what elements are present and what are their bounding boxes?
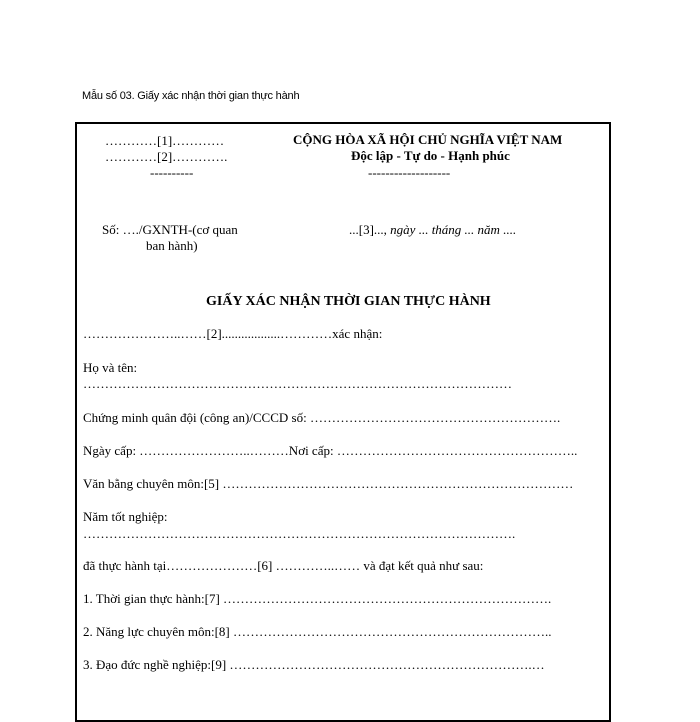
professional-competence-field: 2. Năng lực chuyên môn:[8] ……………………………………………………………….. (83, 624, 552, 639)
national-motto: Độc lập - Tự do - Hạnh phúc (351, 148, 510, 163)
agency-separator: ---------- (150, 165, 194, 180)
practice-place-field: đã thực hành tại…………………[6] …………..…… và đạt kết quả như sau: (83, 558, 484, 573)
date-place: ...[3]..., (349, 222, 387, 237)
document-number-line-1: Số: …./GXNTH-(cơ quan (102, 222, 238, 237)
graduation-year-field: ………………………………………………………………………………………. (83, 526, 516, 541)
confirm-line: …………………..……[2]..................…………xác nhận: (83, 326, 383, 341)
motto-separator: ------------------- (368, 165, 451, 180)
document-number-line-2: ban hành) (146, 238, 198, 253)
national-title: CỘNG HÒA XÃ HỘI CHỦ NGHĨA VIỆT NAM (293, 132, 563, 147)
date-text: ngày ... tháng ... năm .... (390, 222, 517, 237)
id-number-field: Chứng minh quân đội (công an)/CCCD số: …………………………………………………. (83, 410, 561, 425)
agency-line-1: …………[1]………… (105, 133, 225, 148)
form-frame (75, 122, 611, 722)
professional-ethics-field: 3. Đạo đức nghề nghiệp:[9] …………………………………………………………….… (83, 657, 545, 672)
practice-duration-field: 1. Thời gian thực hành:[7] …………………………………………………………………. (83, 591, 552, 606)
graduation-year-label: Năm tốt nghiệp: (83, 509, 168, 524)
diploma-field: Văn bằng chuyên môn:[5] ……………………………………………………………………… (83, 476, 574, 491)
document-date (349, 222, 516, 238)
form-caption: Mẫu số 03. Giấy xác nhận thời gian thực hành (82, 90, 300, 102)
issue-date-place-field: Ngày cấp: ……………………..………Nơi cấp: ……………………………………………….. (83, 443, 578, 458)
full-name-field: ……………………………………………………………………………………… (83, 376, 512, 391)
document-title: GIẤY XÁC NHẬN THỜI GIAN THỰC HÀNH (206, 294, 491, 309)
agency-line-2: …………[2]…………. (105, 149, 228, 164)
full-name-label: Họ và tên: (83, 360, 138, 375)
